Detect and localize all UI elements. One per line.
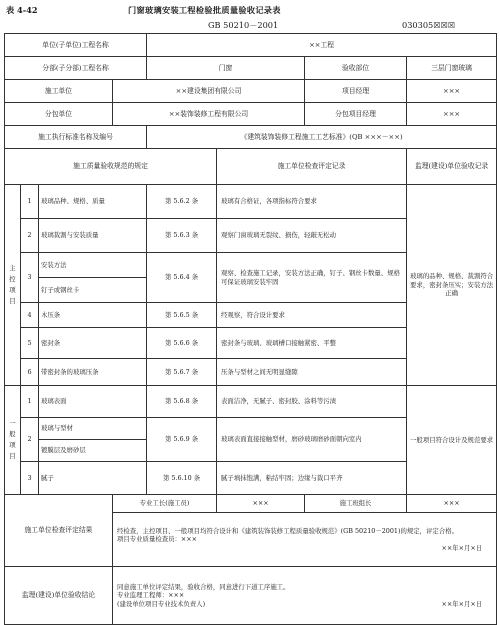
item-clause: 第 5.6.6 条 xyxy=(147,328,217,359)
sub-project-label: 分部(子分部)工程名称 xyxy=(5,57,147,80)
item-record: 观察、检查施工记录，安装方法正确，钉子、钢丝卡数量、规格可保证玻璃安装牢固 xyxy=(217,253,407,303)
main-control-label: 主控项目 xyxy=(5,185,21,386)
standard-number: GB 50210－2001 xyxy=(208,20,279,30)
item-record: 玻璃有合格证，各项指标符合要求 xyxy=(217,185,407,219)
item-record: 腻子填抹饱满，粘结牢固；边缘与裁口平齐 xyxy=(217,462,407,495)
item-name: 安装方法 xyxy=(39,253,147,278)
supervisor-note-line xyxy=(117,600,494,609)
item-name: 密封条 xyxy=(39,328,147,359)
item-number: 4 xyxy=(21,303,39,328)
contractor-inspector: 项目专业质量检查员：××× xyxy=(117,535,197,544)
supervisor-engineer: 专业监理工程师：××× xyxy=(117,591,185,600)
item-record: 密封条与玻璃、玻璃槽口接触紧密、平整 xyxy=(217,328,407,359)
general-supervisor-remark: 一般项目符合设计及规范要求 xyxy=(407,386,497,495)
item-sub-name: 钉子或钢丝卡 xyxy=(39,278,147,303)
item-record: 观察门窗玻璃无裂纹、损伤，轻敲无松动 xyxy=(217,219,407,253)
document-title: 门窗玻璃安装工程检验批质量验收记录表 xyxy=(128,5,281,15)
sub-manager-label: 分包项目经理 xyxy=(305,103,407,126)
project-manager-value: ××× xyxy=(407,80,497,103)
item-clause: 第 5.6.10 条 xyxy=(147,462,217,495)
supervisor-date: ××年×月×日 xyxy=(441,599,483,608)
item-name: 玻璃表面 xyxy=(39,386,147,418)
sub-manager-value: ××× xyxy=(407,103,497,126)
spec-column-header: 施工质量验收规范的规定 xyxy=(5,149,217,185)
item-record: 玻璃表面直接接触型材，磨砂玻璃磨砂面朝向室内 xyxy=(217,418,407,462)
project-manager-label: 项目经理 xyxy=(305,80,407,103)
acceptance-part-label: 验收部位 xyxy=(305,57,407,80)
standard-label: 施工执行标准名称及编号 xyxy=(5,126,147,149)
supervisor-result-cell xyxy=(113,567,497,625)
item-clause: 第 5.6.3 条 xyxy=(147,219,217,253)
foreman-label: 专业工长(施工员) xyxy=(113,495,217,513)
item-clause: 第 5.6.7 条 xyxy=(147,359,217,386)
supervisor-column-header: 监理(建设)单位验收记录 xyxy=(407,149,497,185)
unit-project-value: ××工程 xyxy=(147,34,497,57)
table-number: 表 4-42 xyxy=(6,5,38,15)
team-leader-label: 施工班组长 xyxy=(305,495,407,513)
item-number: 1 xyxy=(21,185,39,219)
item-name: 玻璃裁割与安装质量 xyxy=(39,219,147,253)
item-record: 压条与型材之间无明显缝隙 xyxy=(217,359,407,386)
item-number: 2 xyxy=(21,219,39,253)
item-name: 玻璃品种、规格、质量 xyxy=(39,185,147,219)
contractor-result-cell xyxy=(113,513,497,567)
contractor-result-text: 经检查，主控项目、一般项目均符合设计和《建筑装饰装修工程质量验收规范》(GB 50210－2001)的规定，评定合格。 xyxy=(117,526,458,535)
item-number: 6 xyxy=(21,359,39,386)
subcontractor-label: 分包单位 xyxy=(5,103,113,126)
item-sub-name: 镀膜层及磨砂层 xyxy=(39,440,147,462)
supervisor-result-label: 监理(建设)单位验收结论 xyxy=(5,567,113,625)
acceptance-part-value: 三层门窗玻璃 xyxy=(407,57,497,80)
contractor-label: 施工单位 xyxy=(5,80,113,103)
contractor-date: ××年×月×日 xyxy=(441,543,483,552)
item-name: 腻子 xyxy=(39,462,147,495)
item-number: 3 xyxy=(21,253,39,303)
unit-project-label: 单位(子单位)工程名称 xyxy=(5,34,147,57)
general-items-label: 一般项目 xyxy=(5,386,21,495)
foreman-value: ××× xyxy=(217,495,305,513)
item-clause: 第 5.6.9 条 xyxy=(147,418,217,462)
item-record: 表面洁净，无腻子、密封胶、涂料等污渍 xyxy=(217,386,407,418)
standard-value: 《建筑装饰装修工程施工工艺标准》(QB ×××－××) xyxy=(147,126,497,149)
main-control-supervisor-remark: 玻璃的品种、规格、裁割符合要求，密封条压实；安装方法正确 xyxy=(407,185,497,386)
supervisor-result-text: 同意施工单位评定结果，验收合格，同意进行下道工序施工。 xyxy=(117,582,290,591)
item-name: 带密封条的玻璃压条 xyxy=(39,359,147,386)
item-name: 木压条 xyxy=(39,303,147,328)
item-number: 1 xyxy=(21,386,39,418)
item-number: 3 xyxy=(21,462,39,495)
subcontractor-value: ××装饰装修工程有限公司 xyxy=(113,103,305,126)
item-clause: 第 5.6.5 条 xyxy=(147,303,217,328)
item-clause: 第 5.6.8 条 xyxy=(147,386,217,418)
item-clause: 第 5.6.4 条 xyxy=(147,253,217,303)
contractor-value: ××建设集团有限公司 xyxy=(113,80,305,103)
supervisor-note: (建设单位项目专业技术负责人) xyxy=(117,599,206,608)
item-number: 5 xyxy=(21,328,39,359)
form-code: 030305☒☒☒ xyxy=(402,20,456,30)
contractor-result-label: 施工单位检查评定结果 xyxy=(5,495,113,567)
item-number: 2 xyxy=(21,418,39,462)
sub-project-value: 门窗 xyxy=(147,57,305,80)
item-clause: 第 5.6.2 条 xyxy=(147,185,217,219)
check-record-column-header: 施工单位检查评定记录 xyxy=(217,149,407,185)
acceptance-record-table xyxy=(4,33,497,625)
item-record: 经观察，符合设计要求 xyxy=(217,303,407,328)
item-name: 玻璃与型材 xyxy=(39,418,147,440)
team-leader-value: ××× xyxy=(407,495,497,513)
